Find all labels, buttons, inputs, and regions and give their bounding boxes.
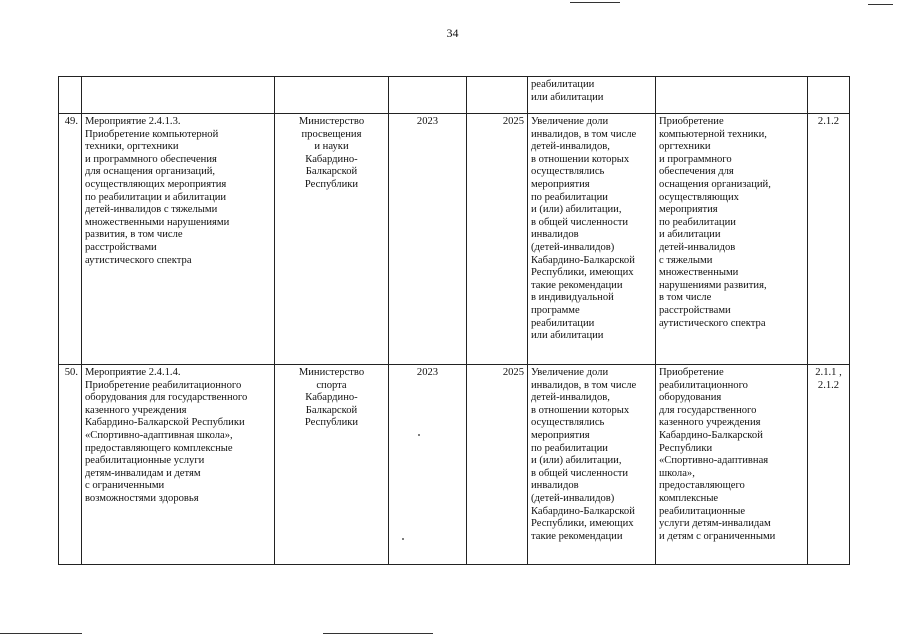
expected-result-text: Увеличение доли инвалидов, в том числе детей-инвалидов, в отношении которых осуществлялись мероприятия по реабилитации и (или) абилитации, в общей численности инвалидов (детей-инвалидов) Кабардино-Балкарской Республики, имеющих такие рекомендации в индивидуальной программе реабилитации или абилитации	[528, 114, 656, 365]
cell-executor	[275, 77, 389, 114]
row-number: 50.	[59, 365, 82, 565]
cell-description	[656, 77, 808, 114]
end-year: 2025	[467, 114, 528, 365]
scan-line	[0, 633, 82, 634]
scan-dot	[402, 538, 404, 540]
indicator-code: 2.1.2	[808, 114, 850, 365]
executor-text: Министерство спорта Кабардино- Балкарской Республики	[275, 365, 389, 565]
end-year: 2025	[467, 365, 528, 565]
event-text: Мероприятие 2.4.1.4. Приобретение реабилитационного оборудования для государственного казенного учреждения Кабардино-Балкарской Республики «Спортивно-адаптивная школа», предоставляющего комплексные реабилитационные услуги детям-инвалидам и детям с ограниченными возможностями здоровья	[82, 365, 275, 565]
cell-expected-result: реабилитации или абилитации	[528, 77, 656, 114]
scan-line	[323, 633, 433, 634]
cell-end-year	[467, 77, 528, 114]
start-year: 2023	[389, 365, 467, 565]
row-number: 49.	[59, 114, 82, 365]
scan-dot	[418, 434, 420, 436]
indicator-code: 2.1.1 , 2.1.2	[808, 365, 850, 565]
scan-line	[570, 2, 620, 3]
cell-event	[82, 77, 275, 114]
description-text: Приобретение компьютерной техники, оргтехники и программного обеспечения для оснащения организаций, осуществляющих мероприятия по реабилитации и абилитации детей-инвалидов с тяжелыми множественными нарушениями развития, в том числе расстройствами аутистического спектра	[656, 114, 808, 365]
description-text: Приобретение реабилитационного оборудования для государственного казенного учреждения Кабардино-Балкарской Республики «Спортивно-адаптивная школа», предоставляющего комплексные реабилитационные услуги детям-инвалидам и детям с ограниченными	[656, 365, 808, 565]
cell-indicator-code	[808, 77, 850, 114]
scan-line	[868, 4, 893, 5]
cell-number	[59, 77, 82, 114]
expected-result-text: Увеличение доли инвалидов, в том числе детей-инвалидов, в отношении которых осуществлялись мероприятия по реабилитации и (или) абилитации, в общей численности инвалидов (детей-инвалидов) Кабардино-Балкарской Республики, имеющих такие рекомендации	[528, 365, 656, 565]
continuation-row	[59, 77, 850, 114]
start-year: 2023	[389, 114, 467, 365]
table-row	[59, 365, 850, 565]
event-text: Мероприятие 2.4.1.3. Приобретение компьютерной техники, оргтехники и программного обеспечения для оснащения организаций, осуществляющих мероприятия по реабилитации и абилитации детей-инвалидов с тяжелыми множественными нарушениями развития, в том числе расстройствами аутистического спектра	[82, 114, 275, 365]
activities-table	[58, 76, 850, 565]
executor-text: Министерство просвещения и науки Кабардино- Балкарской Республики	[275, 114, 389, 365]
page-number: 34	[446, 26, 459, 40]
table-row	[59, 114, 850, 365]
cell-start-year	[389, 77, 467, 114]
